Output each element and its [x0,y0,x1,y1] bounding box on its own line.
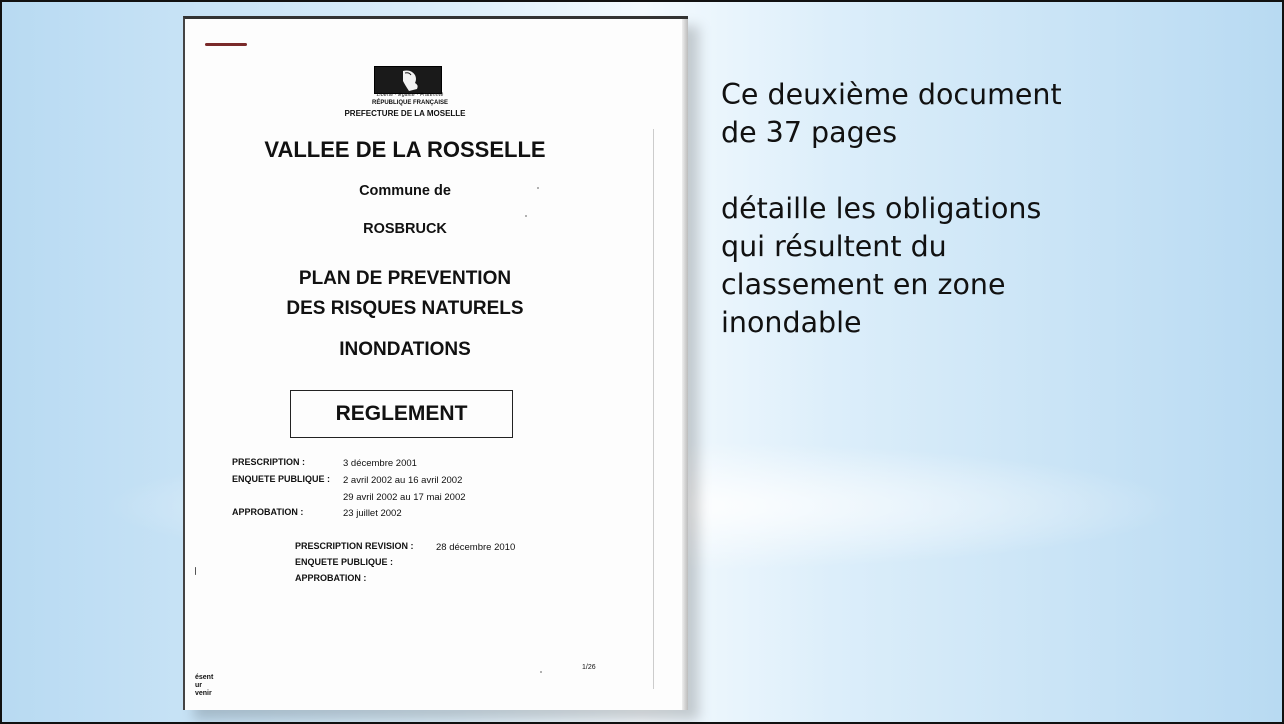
description-line: de 37 pages [721,116,898,149]
scan-line [653,129,654,689]
enquete-value-1: 2 avril 2002 au 16 avril 2002 [343,475,463,486]
plan-title-line2: DES RISQUES NATURELS [286,298,524,319]
reglement-box [290,390,513,438]
scan-speck [195,567,196,575]
description-line: Ce deuxième document [721,78,1062,111]
motto: Liberté · Égalité · Fraternité [376,92,444,98]
commune-name: ROSBRUCK [363,221,447,237]
reglement-title: REGLEMENT [335,402,468,425]
commune-label: Commune de [359,183,451,199]
plan-title-line3: INONDATIONS [339,339,471,360]
scan-speck [540,671,542,673]
revision-prescription-value: 28 décembre 2010 [436,542,516,553]
scan-speck [537,187,539,189]
document-title: VALLEE DE LA ROSSELLE [264,137,546,162]
prescription-value: 3 décembre 2001 [343,458,417,469]
scanned-document-page [183,16,688,710]
scan-speck [525,215,527,217]
approbation-label: APPROBATION : [232,507,304,517]
description-line: qui résultent du [721,230,947,263]
margin-text [195,674,213,698]
description-line: inondable [721,306,862,339]
prefecture-label: PREFECTURE DE LA MOSELLE [344,109,466,118]
scan-edge [682,19,688,710]
description-line: détaille les obligations [721,192,1042,225]
approbation-value: 23 juillet 2002 [343,508,402,519]
pen-mark [205,43,247,46]
paragraph-gap [721,152,1141,190]
margin-text-line: ur [195,682,202,689]
description-line: classement en zone [721,268,1006,301]
page-number: 1/26 [582,664,596,671]
revision-enquete-label: ENQUETE PUBLIQUE : [295,557,394,567]
marianne-logo-icon [374,66,442,94]
revision-approbation-label: APPROBATION : [295,573,367,583]
enquete-label: ENQUETE PUBLIQUE : [232,474,331,484]
revision-prescription-label: PRESCRIPTION REVISION : [295,541,414,551]
description-text [721,76,1141,342]
republique-label: RÉPUBLIQUE FRANÇAISE [371,100,448,106]
prescription-label: PRESCRIPTION : [232,457,306,467]
margin-text-line: venir [195,690,212,697]
enquete-value-2: 29 avril 2002 au 17 mai 2002 [343,492,466,503]
margin-text-line: ésent [195,674,214,681]
marianne-profile-icon [375,67,441,93]
plan-title-line1: PLAN DE PREVENTION [298,268,512,289]
